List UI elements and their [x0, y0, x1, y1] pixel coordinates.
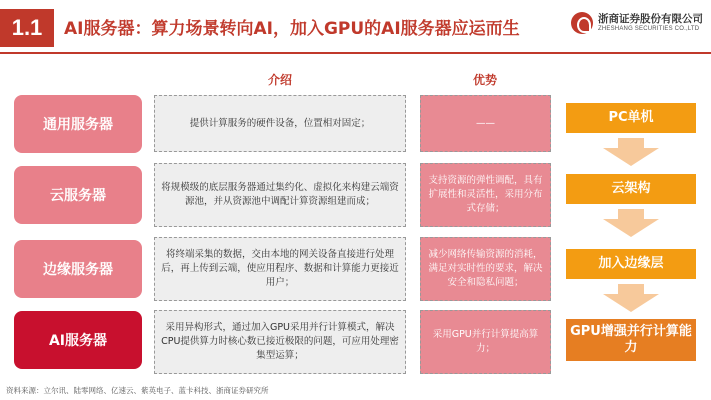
intro-ai-server: 采用异构形式，通过加入GPU采用并行计算模式，解决CPU提供算力时核心数已接近极限的问题，可应用处理密集型运算； — [154, 310, 406, 374]
down-arrow-icon — [603, 284, 659, 312]
header-divider — [0, 52, 711, 54]
down-arrow-icon — [603, 209, 659, 237]
down-arrow-icon — [603, 138, 659, 166]
source-note: 资料来源：立尔讯、陆零网络、亿速云、紫英电子、蓝卡科技、浙商证券研究所 — [6, 386, 269, 395]
flow-step-cloud: 云架构 — [566, 174, 696, 204]
advantage-general-server: —— — [420, 95, 551, 152]
page-title: AI服务器：算力场景转向AI，加入GPU的AI服务器应运而生 — [64, 19, 520, 39]
row-label-edge-server: 边缘服务器 — [14, 240, 142, 298]
intro-cloud-server: 将规模级的底层服务器通过集约化、虚拟化来构建云端资源池，并从资源池中调配计算资源组建而成； — [154, 163, 406, 227]
row-label-ai-server: AI服务器 — [14, 311, 142, 369]
intro-edge-server: 将终端采集的数据，交由本地的网关设备直接进行处理后，再上传到云端，使应用程序、数据和计算能力更接近用户； — [154, 237, 406, 301]
logo-chinese-name: 浙商证券股份有限公司 — [598, 13, 703, 25]
advantage-edge-server: 减少网络传输资源的消耗，满足对实时性的要求，解决安全和隐私问题； — [420, 237, 551, 301]
column-header-advantage: 优势 — [472, 73, 497, 87]
row-label-general-server: 通用服务器 — [14, 95, 142, 153]
intro-general-server: 提供计算服务的硬件设备，位置相对固定； — [154, 95, 406, 152]
section-number: 1.1 — [0, 9, 54, 47]
flow-step-pc: PC单机 — [566, 103, 696, 133]
advantage-ai-server: 采用GPU并行计算提高算力； — [420, 310, 551, 374]
logo-english-name: ZHESHANG SECURITIES CO.,LTD — [598, 26, 700, 32]
column-header-intro: 介绍 — [267, 73, 292, 87]
advantage-cloud-server: 支持资源的弹性调配，具有扩展性和灵活性，采用分布式存储； — [420, 163, 551, 227]
zheshang-logo-icon — [571, 12, 593, 34]
flow-step-gpu: GPU增强并行计算能力 — [566, 319, 696, 361]
flow-step-edge: 加入边缘层 — [566, 249, 696, 279]
company-logo — [571, 10, 701, 40]
row-label-cloud-server: 云服务器 — [14, 166, 142, 224]
